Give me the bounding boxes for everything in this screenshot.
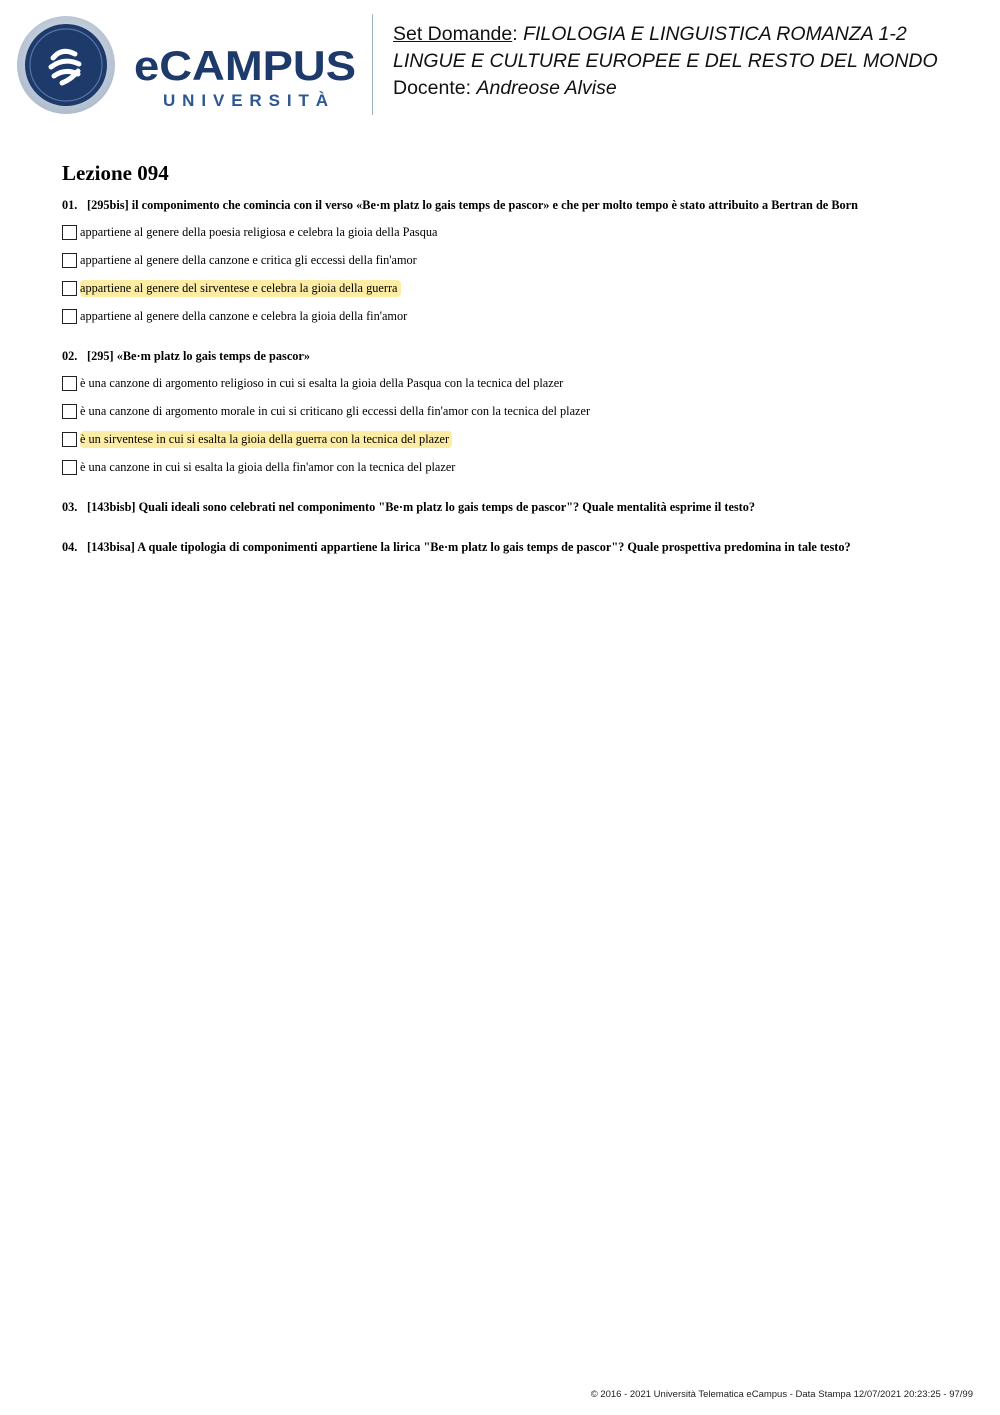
header-line-teacher: Docente: Andreose Alvise	[393, 77, 617, 99]
answer-option[interactable]	[62, 374, 565, 392]
question-text: [295bis] il componimento che comincia con il verso «Be·m platz lo gais temps de pascor» e che per molto tempo è stato attribuito a Bertran de Born	[87, 198, 858, 212]
question-title	[62, 349, 310, 364]
answer-text: è una canzone di argomento religioso in cui si esalta la gioia della Pasqua con la tecnica del plazer	[80, 375, 564, 390]
checkbox[interactable]	[62, 432, 77, 447]
question-title	[62, 540, 851, 555]
answer-text: è una canzone in cui si esalta la gioia della fin'amor con la tecnica del plazer	[80, 459, 456, 474]
answer-text: appartiene al genere della canzone e celebra la gioia della fin'amor	[80, 308, 408, 323]
program-name: LINGUE E CULTURE EUROPEE E DEL RESTO DEL MONDO	[393, 50, 938, 72]
answer-option-highlighted[interactable]	[62, 430, 452, 448]
question-number: 01.	[62, 198, 78, 212]
checkbox[interactable]	[62, 460, 77, 475]
logo-emblem-icon	[17, 16, 115, 114]
question-number: 03.	[62, 500, 78, 514]
ecampus-logo	[16, 14, 361, 116]
answer-option[interactable]	[62, 402, 592, 420]
answer-text: appartiene al genere del sirventese e celebra la gioia della guerra	[80, 280, 401, 297]
question-title	[62, 500, 755, 515]
checkbox[interactable]	[62, 309, 77, 324]
checkbox[interactable]	[62, 225, 77, 240]
teacher-name: Andreose Alvise	[476, 77, 617, 99]
document-header	[393, 21, 993, 102]
answer-option[interactable]	[62, 223, 439, 241]
answer-option[interactable]	[62, 251, 419, 269]
checkbox[interactable]	[62, 376, 77, 391]
header-line-program	[393, 48, 993, 75]
question-number: 04.	[62, 540, 78, 554]
question-number: 02.	[62, 349, 78, 363]
answer-option[interactable]	[62, 458, 457, 476]
logo-brand-text: eCAMPUS	[134, 42, 356, 89]
answer-option[interactable]	[62, 307, 409, 325]
lesson-title: Lezione 094	[62, 161, 169, 185]
teacher-label: Docente	[393, 77, 466, 99]
checkbox[interactable]	[62, 253, 77, 268]
answer-text: appartiene al genere della poesia religiosa e celebra la gioia della Pasqua	[80, 224, 438, 239]
question-title	[62, 198, 858, 213]
set-label: Set Domande	[393, 23, 513, 45]
logo-subtitle-text: UNIVERSITÀ	[163, 91, 328, 110]
checkbox[interactable]	[62, 281, 77, 296]
question-text: [143bisb] Quali ideali sono celebrati nel componimento "Be·m platz lo gais temps de pascor"? Quale mentalità esprime il testo?	[87, 500, 756, 514]
page-footer: © 2016 - 2021 Università Telematica eCampus - Data Stampa 12/07/2021 20:23:25 - 97/99	[590, 1389, 973, 1400]
header-divider	[372, 14, 373, 115]
header-line-course: Set Domande: FILOLOGIA E LINGUISTICA ROMANZA 1-2	[393, 23, 907, 45]
question-text: [295] «Be·m platz lo gais temps de pascor»	[87, 349, 311, 363]
answer-text: è una canzone di argomento morale in cui si criticano gli eccessi della fin'amor con la tecnica del plazer	[80, 403, 591, 418]
question-text: [143bisa] A quale tipologia di componimenti appartiene la lirica "Be·m platz lo gais temps de pascor"? Quale prospettiva predomina in tale testo?	[87, 540, 851, 554]
answer-text: appartiene al genere della canzone e critica gli eccessi della fin'amor	[80, 252, 417, 267]
answer-text: è un sirventese in cui si esalta la gioia della guerra con la tecnica del plazer	[80, 431, 452, 448]
checkbox[interactable]	[62, 404, 77, 419]
answer-option-highlighted[interactable]	[62, 279, 401, 297]
course-name: FILOLOGIA E LINGUISTICA ROMANZA 1-2	[523, 23, 907, 45]
